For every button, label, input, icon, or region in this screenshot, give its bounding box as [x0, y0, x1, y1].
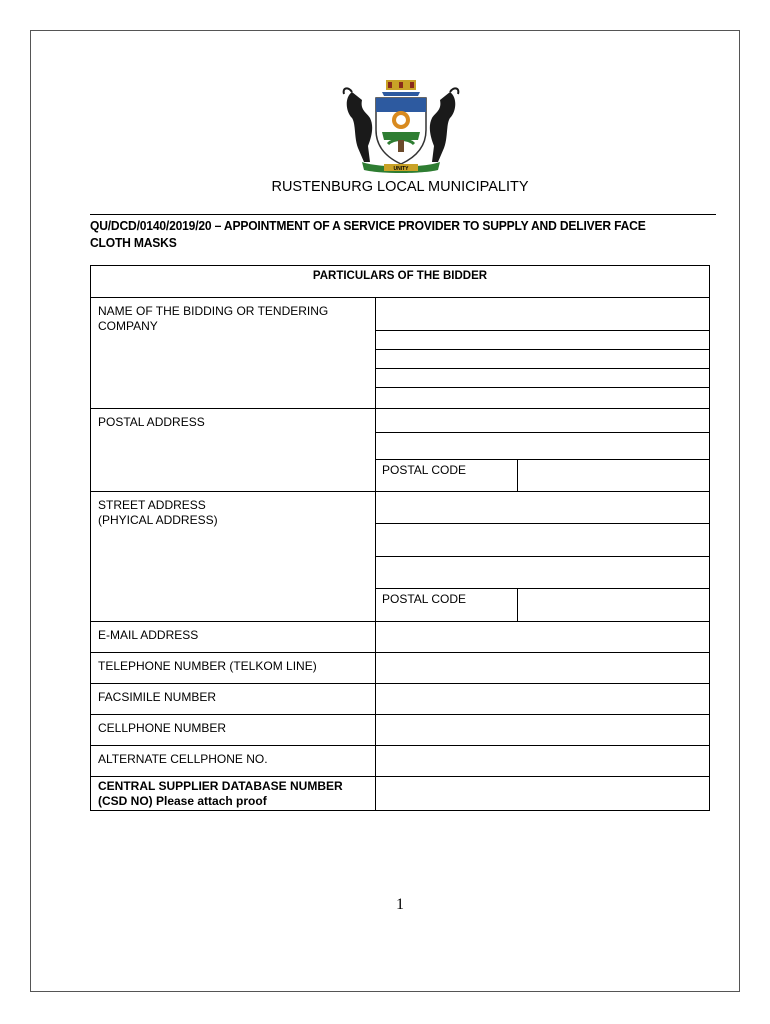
company-name-line-2[interactable] — [376, 330, 709, 349]
company-name-line-3[interactable] — [376, 349, 709, 368]
company-name-label — [91, 298, 376, 409]
facsimile-label: FACSIMILE NUMBER — [91, 684, 376, 715]
street-address-field[interactable] — [376, 492, 710, 622]
company-name-line-5[interactable] — [376, 387, 709, 408]
postal-address-line-2[interactable] — [376, 432, 709, 459]
company-name-field[interactable] — [376, 298, 710, 409]
municipality-name: RUSTENBURG LOCAL MUNICIPALITY — [271, 179, 529, 195]
csd-label-line1: CENTRAL SUPPLIER DATABASE NUMBER — [98, 779, 343, 793]
street-address-label-line2: (PHYICAL ADDRESS) — [98, 513, 218, 527]
title-line-2: CLOTH MASKS — [90, 235, 177, 250]
street-address-label — [91, 492, 376, 622]
postal-address-line-1[interactable] — [376, 409, 709, 432]
street-address-label-line1: STREET ADDRESS — [98, 498, 206, 512]
postal-code-label: POSTAL CODE — [376, 459, 517, 491]
alt-cellphone-field[interactable] — [376, 746, 710, 777]
company-name-line-4[interactable] — [376, 368, 709, 387]
document-title — [90, 217, 672, 251]
company-name-line-1[interactable] — [376, 298, 709, 330]
street-address-line-1[interactable] — [376, 492, 709, 523]
csd-number-field[interactable] — [376, 777, 710, 811]
cellphone-field[interactable] — [376, 715, 710, 746]
page-number: 1 — [396, 896, 404, 913]
table-heading: PARTICULARS OF THE BIDDER — [91, 266, 710, 298]
street-address-line-3[interactable] — [376, 556, 709, 588]
cellphone-label: CELLPHONE NUMBER — [91, 715, 376, 746]
company-name-label-line1: NAME OF THE BIDDING OR TENDERING — [98, 304, 329, 318]
csd-label-line2: (CSD NO) Please attach proof — [98, 794, 267, 808]
postal-address-label: POSTAL ADDRESS — [91, 409, 376, 492]
postal-address-field[interactable] — [376, 409, 710, 492]
street-postal-code-label: POSTAL CODE — [376, 588, 517, 621]
street-address-line-2[interactable] — [376, 523, 709, 556]
street-postal-code-input[interactable] — [517, 588, 709, 621]
bidder-particulars-table — [90, 265, 710, 811]
email-field[interactable] — [376, 622, 710, 653]
alt-cellphone-label: ALTERNATE CELLPHONE NO. — [91, 746, 376, 777]
municipal-crest-logo — [338, 78, 464, 178]
title-rule — [90, 214, 716, 215]
telephone-field[interactable] — [376, 653, 710, 684]
csd-number-label — [91, 777, 376, 811]
postal-code-input[interactable] — [517, 459, 709, 491]
company-name-label-line2: COMPANY — [98, 319, 158, 333]
email-label: E-MAIL ADDRESS — [91, 622, 376, 653]
facsimile-field[interactable] — [376, 684, 710, 715]
title-line-1: QU/DCD/0140/2019/20 – APPOINTMENT OF A SERVICE PROVIDER TO SUPPLY AND DELIVER FACE — [90, 218, 646, 233]
telephone-label: TELEPHONE NUMBER (TELKOM LINE) — [91, 653, 376, 684]
crest-motto: UNITY — [393, 166, 409, 172]
